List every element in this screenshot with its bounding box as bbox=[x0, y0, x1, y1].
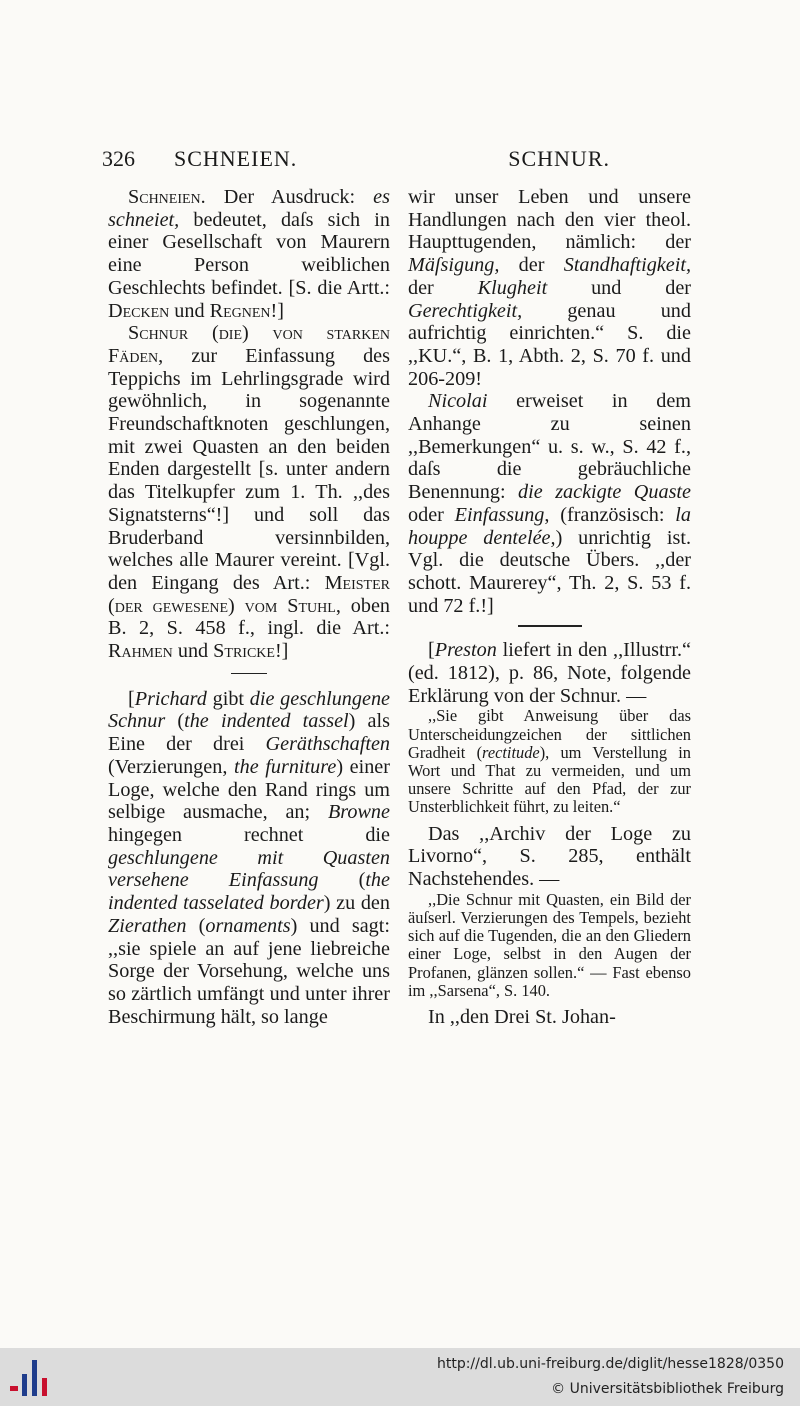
italic-run: the indented tasselated border bbox=[108, 869, 390, 915]
logo-mark bbox=[42, 1378, 47, 1396]
entry-headword: Schneien. bbox=[128, 186, 206, 208]
entry-schneien bbox=[108, 186, 390, 322]
text-run: und bbox=[169, 299, 210, 322]
italic-run: ornaments bbox=[205, 914, 291, 937]
logo-mark bbox=[32, 1360, 37, 1396]
quotation-archiv: ,,Die Schnur mit Quasten, ein Bild der äuſserl. Verzierungen des Tempels, bezieht sich auf die Tugenden, die an den Gliedern einer Loge, selbst in den Augen der Profanen, glänzen sollen.“ — Fast ebenso im ,,Sarsena“, S. 140. bbox=[408, 889, 691, 1000]
text-run: , oben B. 2, S. 458 f., ingl. die Art.: bbox=[108, 594, 391, 640]
italic-run: die zackigte Quaste bbox=[518, 481, 692, 504]
italic-run: Preston bbox=[434, 639, 497, 662]
text-run: gibt bbox=[206, 687, 250, 710]
entry-schnur bbox=[108, 322, 390, 663]
left-column bbox=[108, 186, 390, 1028]
cross-reference: Rahmen bbox=[108, 640, 173, 663]
entry-headword: Schnur (die) von starken Fäden bbox=[108, 322, 390, 367]
italic-run: die geschlungene Schnur bbox=[108, 687, 391, 733]
italic-run: la houppe dentelée, bbox=[408, 503, 691, 549]
italic-run: Geräthschaften bbox=[265, 733, 390, 756]
text-run: ) zu den bbox=[323, 892, 390, 915]
university-library-logo-icon bbox=[10, 1356, 52, 1400]
text-run: der bbox=[499, 254, 564, 277]
text-run: hingegen rechnet die bbox=[108, 823, 390, 846]
italic-run: Prichard bbox=[134, 687, 207, 710]
running-header bbox=[102, 142, 610, 176]
text-run: ) unrichtig ist. Vgl. die deutsche Übers. ,,der schott. Maurerey“, Th. 2, S. 53 f. und 72 f.!] bbox=[408, 526, 691, 617]
paragraph-continued bbox=[408, 186, 691, 390]
italic-run: Zierathen bbox=[108, 914, 187, 937]
text-run: , zur Einfassung des Teppichs im Lehrlingsgrade wird gewöhnlich, in sogenannte Freundschaftknoten geschlungen, mit zwei Quasten an den beiden Enden dargestellt [s. unter andern das Titelkupfer zum 1. Th. ,,des Signatsterns“!] und soll das Bruderband versinnbilden, welches alle Maurer vereint. [Vgl. den Eingang des Art.: bbox=[108, 344, 390, 594]
italic-run: Klugheit bbox=[477, 276, 548, 299]
italic-run: Standhaftigkeit, bbox=[563, 254, 691, 277]
text-run: bedeutet, daſs sich in einer Gesellschaft von Maurern eine Person weiblichen Geschlechts befindet. [S. die Artt.: bbox=[108, 208, 390, 299]
copyright-notice: © Universitätsbibliothek Freiburg bbox=[551, 1381, 784, 1397]
text-run: !] bbox=[274, 640, 289, 663]
quotation-preston bbox=[408, 707, 691, 816]
italic-run: the furniture bbox=[234, 755, 337, 778]
text-run: Der Ausdruck: bbox=[205, 186, 374, 208]
text-run: erweiset in dem Anhange zu seinen ,,Bemerkungen“ u. s. w., S. 42 f., daſs die gebräuchliche Benennung: bbox=[408, 390, 691, 504]
text-run: genau und aufrichtig einrichten.“ S. die ,,KU.“, B. 1, Abth. 2, S. 70 f. und 206-209! bbox=[408, 299, 691, 390]
text-run: ( bbox=[165, 710, 185, 733]
text-run: ,,Sie gibt Anweisung über das Unterscheidungzeichen der sittlichen Gradheit ( bbox=[408, 706, 691, 762]
permalink-url[interactable]: http://dl.ub.uni-freiburg.de/diglit/hesse1828/0350 bbox=[436, 1356, 784, 1372]
italic-run: Mäſsigung, bbox=[408, 254, 500, 277]
header-right-title: SCHNUR. bbox=[508, 146, 610, 171]
text-run: und bbox=[172, 640, 214, 663]
cross-reference: Regnen bbox=[209, 299, 271, 322]
text-run: ) als Eine der drei bbox=[108, 710, 390, 756]
header-left-title: SCHNEIEN. bbox=[174, 146, 298, 171]
text-run: ( bbox=[186, 914, 206, 937]
text-run: [ bbox=[428, 639, 435, 662]
italic-run: geschlungene mit Quasten versehene Einfassung bbox=[108, 846, 390, 892]
text-run: (Verzierungen, bbox=[108, 755, 234, 778]
text-run: ) einer Loge, welche den Rand rings um selbige ausmache, an; bbox=[108, 755, 390, 824]
text-run: der bbox=[408, 276, 478, 299]
viewer-footer bbox=[0, 1348, 800, 1406]
logo-mark bbox=[22, 1374, 27, 1396]
right-column bbox=[408, 186, 691, 1029]
text-run: ) und sagt: ,,sie spiele an auf jene liebreiche Sorge der Vorsehung, welche uns so zärtlich umfängt und unter ihrer Beschirmung hält, so lange bbox=[108, 914, 390, 1028]
page-number: 326 bbox=[102, 146, 135, 171]
paragraph-nicolai bbox=[408, 390, 691, 617]
text-run: [ bbox=[128, 687, 135, 710]
text-run: ), um Verstellung in Wort und That zu vermeiden, und um unsere Schritte auf den Pfad, der zur Unsterblichkeit führt, zu leiten.“ bbox=[408, 742, 692, 817]
text-run: oder bbox=[408, 503, 455, 526]
logo-mark bbox=[10, 1386, 18, 1391]
cross-reference: Stricke bbox=[213, 640, 275, 663]
text-run: liefert in den ,,Illustrr.“ (ed. 1812), p. 86, Note, folgende Erklärung von der Schnur. — bbox=[408, 639, 691, 707]
italic-run: the indented tassel bbox=[184, 710, 349, 733]
paragraph-prichard bbox=[108, 688, 390, 1029]
divider bbox=[231, 673, 267, 674]
cross-reference: Decken bbox=[108, 299, 170, 322]
paragraph-johannes: In ,,den Drei St. Johan- bbox=[428, 1006, 616, 1029]
italic-run: rectitude bbox=[482, 742, 540, 762]
italic-run: Browne bbox=[327, 801, 390, 824]
text-run: und der bbox=[547, 276, 692, 299]
text-run: wir unser Leben und unsere Handlungen nach den vier theol. Haupttugenden, nämlich: der bbox=[408, 186, 691, 254]
paragraph-archiv: Das ,,Archiv der Loge zu Livorno“, S. 285, enthält Nachstehendes. — bbox=[408, 822, 691, 891]
italic-run: Nicolai bbox=[428, 390, 488, 413]
italic-run: es schneiet, bbox=[108, 186, 390, 231]
italic-run: Gerechtigkeit, bbox=[408, 299, 523, 322]
text-run: ( bbox=[318, 869, 366, 892]
text-run: , (französisch: bbox=[544, 503, 676, 526]
paragraph-preston bbox=[408, 639, 691, 707]
cross-reference: Meister (der gewesene) vom Stuhl bbox=[108, 571, 390, 617]
divider bbox=[518, 625, 582, 627]
italic-run: Einfassung bbox=[454, 503, 545, 526]
text-run: !] bbox=[270, 299, 284, 322]
